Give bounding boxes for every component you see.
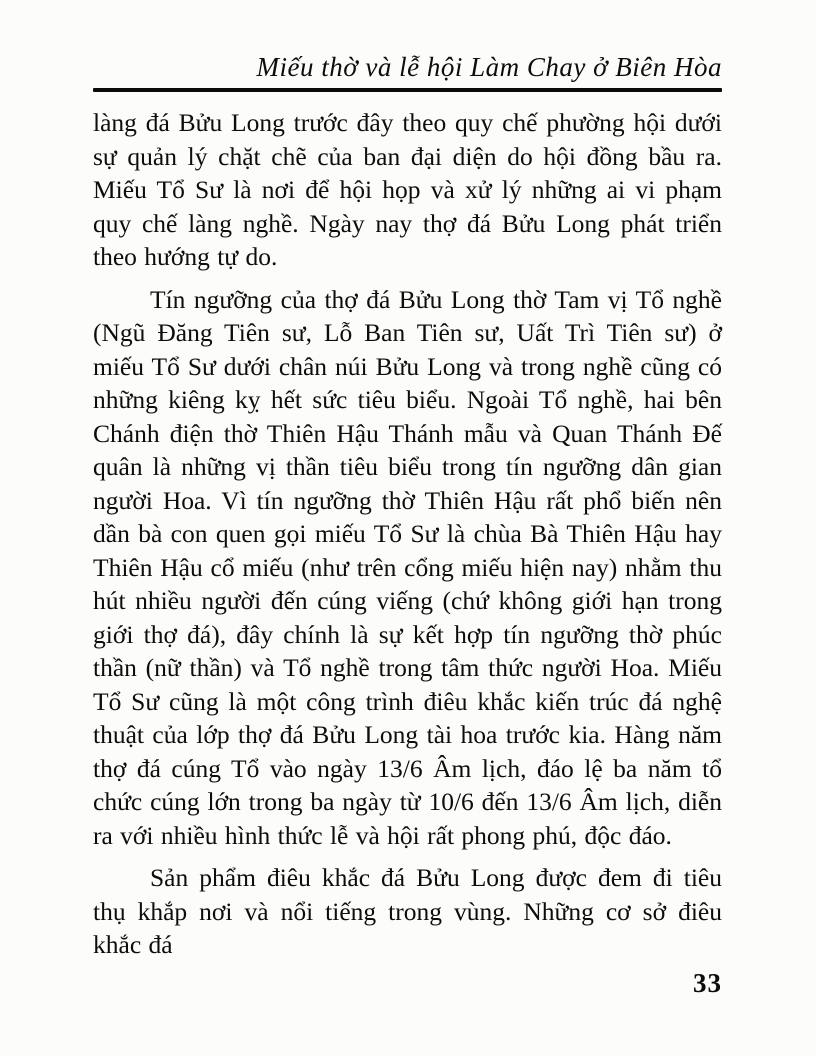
paragraph: làng đá Bửu Long trước đây theo quy chế phường hội dưới sự quản lý chặt chẽ của ban đại diện do hội đồng bầu ra. Miếu Tổ Sư là nơi để hội họp và xử lý những ai vi phạm quy chế làng nghề. Ngày nay thợ đá Bửu Long phát triển theo hướng tự do. — [93, 108, 722, 271]
header-rule-divider — [93, 88, 722, 92]
paragraph: Sản phẩm điêu khắc đá Bửu Long được đem đi tiêu thụ khắp nơi và nổi tiếng trong vùng. Những cơ sở điêu khắc đá — [93, 863, 722, 959]
paragraph: Tín ngưỡng của thợ đá Bửu Long thờ Tam vị Tổ nghề (Ngũ Đăng Tiên sư, Lỗ Ban Tiên sư, Uất Trì Tiên sư) ở miếu Tổ Sư dưới chân núi Bửu Long và trong nghề cũng có những kiêng kỵ hết sức tiêu biểu. Ngoài Tổ nghề, hai bên Chánh điện thờ Thiên Hậu Thánh mẫu và Quan Thánh Đế quân là những vị thần tiêu biểu trong tín ngưỡng dân gian người Hoa. Vì tín ngưỡng thờ Thiên Hậu rất phổ biến nên dần bà con quen gọi miếu Tổ Sư là chùa Bà Thiên Hậu hay Thiên Hậu cổ miếu (như trên cổng miếu hiện nay) nhằm thu hút nhiều người đến cúng viếng (chứ không giới hạn trong giới thợ đá), đây chính là sự kết hợp tín ngưỡng thờ phúc thần (nữ thần) và Tổ nghề trong tâm thức người Hoa. Miếu Tổ Sư cũng là một công trình điêu khắc kiến trúc đá nghệ thuật của lớp thợ đá Bửu Long tài hoa trước kia. Hàng năm thợ đá cúng Tổ vào ngày 13/6 Âm lịch, đáo lệ ba năm tổ chức cúng lớn trong ba ngày từ 10/6 đến 13/6 Âm lịch, diễn ra với nhiều hình thức lễ và hội rất phong phú, độc đáo. — [93, 284, 722, 850]
page-number: 33 — [693, 968, 722, 998]
running-header: Miếu thờ và lễ hội Làm Chay ở Biên Hòa — [256, 52, 722, 82]
body-text — [93, 106, 722, 962]
page-content — [93, 50, 722, 962]
